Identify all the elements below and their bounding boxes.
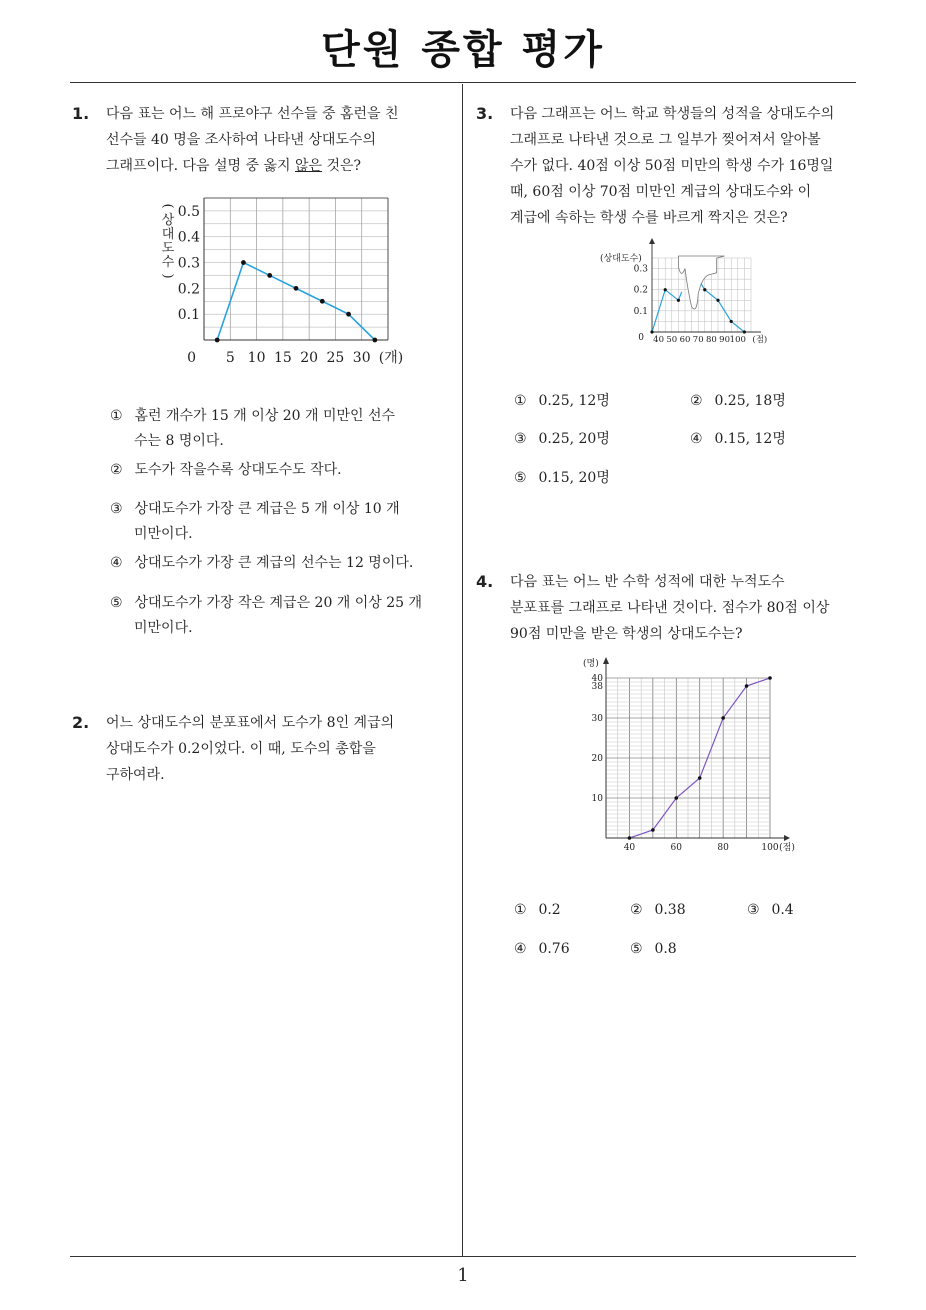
column-divider (462, 84, 463, 1257)
origin-label: 0 (187, 350, 196, 366)
data-point (716, 299, 719, 302)
y-axis-label-char: 대 (161, 227, 175, 242)
q4-option-3[interactable]: ③ 0.4 (747, 902, 794, 918)
q4-option-5[interactable]: ⑤ 0.8 (630, 941, 677, 957)
q3-option-4[interactable]: ④ 0.15, 12명 (690, 431, 786, 447)
q3-option-1[interactable]: ① 0.25, 12명 (514, 393, 610, 409)
q4-option-4[interactable]: ④ 0.76 (514, 941, 570, 957)
data-point (768, 676, 772, 680)
y-axis-label-char: 수 (161, 255, 175, 270)
y-tick-label: 10 (591, 794, 603, 804)
q1-underline: 않은 (295, 158, 323, 174)
x-unit-label: (점) (752, 335, 768, 345)
q2-text: 어느 상대도수의 분포표에서 도수가 8인 계급의 상대도수가 0.2이었다. 이 때, 도수의 총합을 구하여라. (106, 715, 395, 783)
title-rule (70, 82, 856, 83)
y-unit-label: (명) (583, 659, 599, 669)
y-axis-arrow (649, 238, 655, 244)
origin-label: 0 (638, 333, 644, 343)
x-tick-label: 70 (692, 335, 704, 345)
x-tick-label: 40 (623, 843, 636, 853)
footer-rule (70, 1256, 856, 1257)
x-tick-label: 90 (719, 335, 731, 345)
x-axis-arrow (784, 835, 790, 841)
q1-text (106, 101, 399, 179)
q3-option-5[interactable]: ⑤ 0.15, 20명 (514, 470, 610, 486)
q1-option-1[interactable]: ① 홈런 개수가 15 개 이상 20 개 미만인 선수 수는 8 명이다. (110, 408, 396, 449)
data-point (743, 330, 746, 333)
y-tick-label: 0.3 (633, 264, 648, 275)
data-point (674, 796, 678, 800)
x-tick-label: 15 (273, 350, 292, 366)
x-tick-label: 30 (352, 350, 371, 366)
data-point (215, 338, 220, 343)
q1-number: 1. (72, 104, 90, 123)
q1-line: 선수들 40 명을 조사하여 나타낸 상대도수의 (106, 132, 376, 148)
x-tick-label: 100 (761, 843, 779, 853)
x-tick-label: 50 (666, 335, 678, 345)
x-tick-label: 80 (705, 335, 717, 345)
x-tick-label: 10 (247, 350, 266, 366)
q3-number: 3. (476, 104, 494, 123)
data-point (745, 684, 749, 688)
page-number: 1 (457, 1265, 469, 1286)
data-point (703, 288, 706, 291)
q2-number: 2. (72, 713, 90, 732)
y-tick-label: 40 (591, 674, 603, 684)
y-tick-label: 0.1 (633, 306, 648, 317)
q1-line: 다음 표는 어느 해 프로야구 선수들 중 홈런을 친 (106, 106, 399, 122)
q1-option-4[interactable]: ④ 상대도수가 가장 큰 계급의 선수는 12 명이다. (110, 555, 414, 571)
data-point (677, 299, 680, 302)
y-axis-label-char: 도 (161, 241, 175, 256)
y-axis-label-char: ( (160, 203, 175, 209)
q1-line: 그래프이다. 다음 설명 중 옳지 않은 것은? (106, 158, 362, 174)
x-tick-label: 5 (225, 350, 235, 366)
x-tick-label: 20 (300, 350, 319, 366)
data-point (664, 288, 667, 291)
y-tick-label: 0.2 (177, 281, 200, 298)
data-point (241, 260, 246, 265)
x-unit-label: (개) (378, 350, 404, 366)
data-point (320, 299, 325, 304)
x-tick-label: 60 (679, 335, 691, 345)
q3-option-2[interactable]: ② 0.25, 18명 (690, 393, 786, 409)
data-point (698, 776, 702, 780)
data-point (650, 330, 653, 333)
y-axis-arrow (603, 657, 609, 664)
data-point (267, 273, 272, 278)
q4-cumulative-frequency-chart (580, 654, 795, 856)
x-unit-label: (점) (779, 843, 795, 853)
data-point (651, 828, 655, 832)
q1-relative-frequency-chart (150, 188, 420, 368)
x-tick-label: 25 (326, 350, 345, 366)
data-point (721, 716, 725, 720)
data-point (730, 320, 733, 323)
data-point (628, 836, 632, 840)
q4-text: 다음 표는 어느 반 수학 성적에 대한 누적도수 분포표를 그래프로 나타낸 것이다. 점수가 80점 이상 90점 미만을 받은 학생의 상대도수는? (510, 574, 830, 642)
data-point (346, 312, 351, 317)
x-tick-label: 60 (670, 843, 683, 853)
y-tick-label: 0.3 (177, 255, 200, 272)
page-title: 단원 종합 평가 (321, 27, 605, 73)
y-tick-label: 0.2 (633, 285, 648, 296)
q3-text: 다음 그래프는 어느 학교 학생들의 성적을 상대도수의 그래프로 나타낸 것으로 그 일부가 찢어져서 알아볼 수가 없다. 40점 이상 50점 미만의 학생 수가 16명일 때, 60점 이상 70점 미만인 계급의 상대도수와 이 계급에 속하는 학생 수를 바르게 짝지은 것은? (510, 106, 835, 226)
q1-option-3[interactable]: ③ 상대도수가 가장 큰 계급은 5 개 이상 10 개 미만이다. (110, 501, 400, 542)
q4-option-1[interactable]: ① 0.2 (514, 902, 561, 918)
q3-option-3[interactable]: ③ 0.25, 20명 (514, 431, 610, 447)
q1-option-5[interactable]: ⑤ 상대도수가 가장 작은 계급은 20 개 이상 25 개 미만이다. (110, 595, 423, 636)
y-tick-label: 30 (591, 714, 603, 724)
y-axis-label: (상대도수) (600, 254, 642, 264)
data-point (294, 286, 299, 291)
q3-torn-relative-frequency-chart (596, 236, 776, 348)
y-tick-label: 38 (591, 682, 603, 692)
y-axis-label-char: ) (160, 273, 175, 279)
q4-number: 4. (476, 572, 494, 591)
y-tick-label: 0.5 (177, 203, 200, 220)
q4-option-2[interactable]: ② 0.38 (630, 902, 686, 918)
q1-option-2[interactable]: ② 도수가 작을수록 상대도수도 작다. (110, 462, 342, 478)
y-tick-label: 20 (591, 754, 603, 764)
x-tick-label: 40 (653, 335, 665, 345)
x-tick-label: 80 (717, 843, 729, 853)
y-axis-label-char: 상 (161, 213, 175, 228)
data-point (372, 338, 377, 343)
y-tick-label: 0.1 (177, 307, 200, 324)
y-tick-label: 0.4 (177, 229, 200, 246)
x-tick-label: 100 (729, 335, 746, 345)
